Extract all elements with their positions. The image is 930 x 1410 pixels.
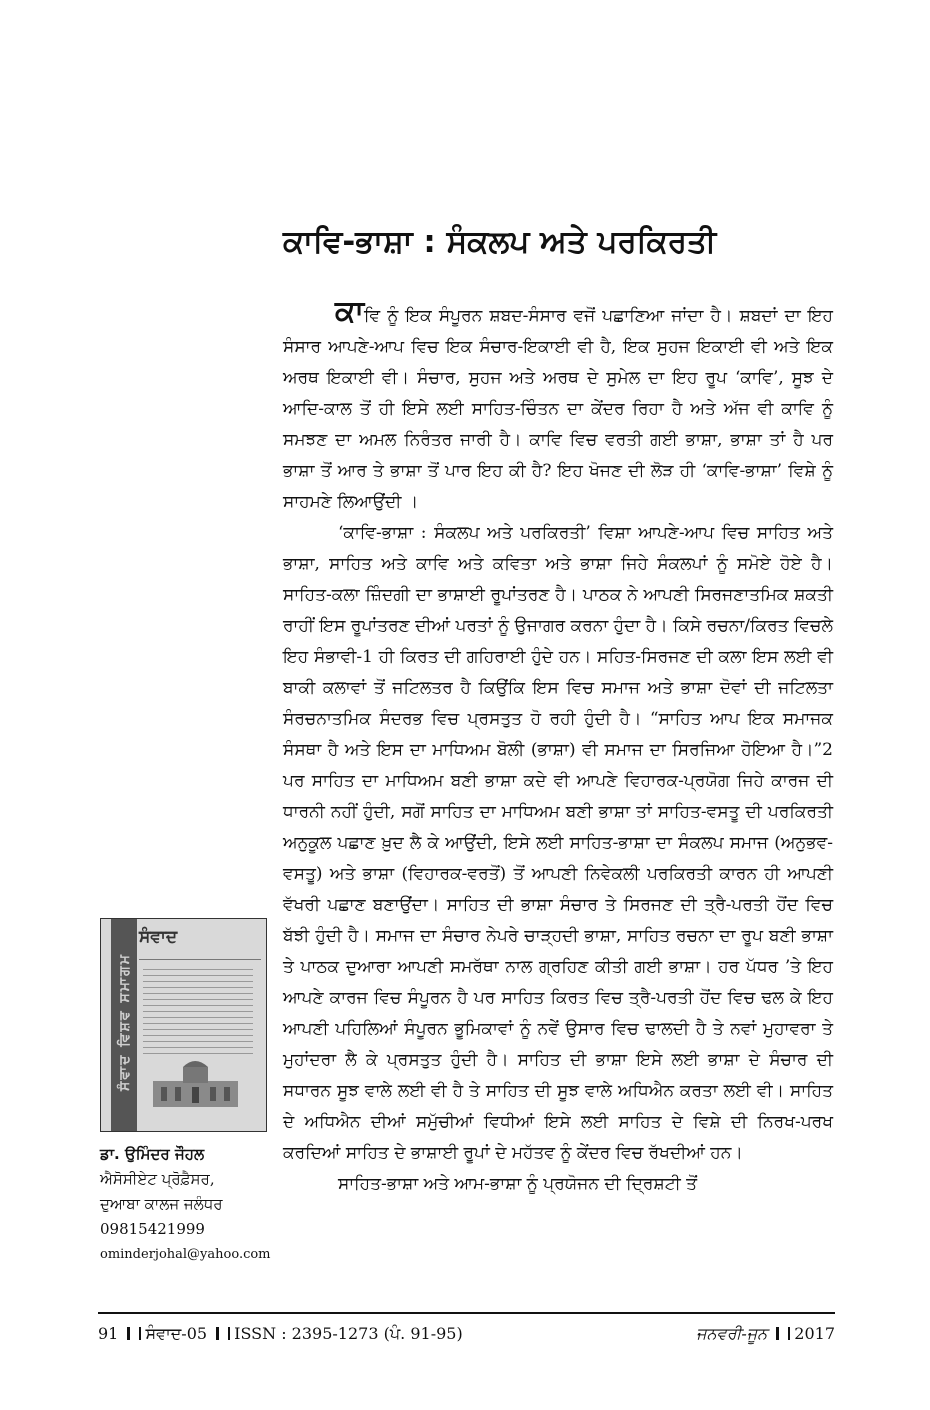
author-name: ਡਾ. ਉਮਿੰਦਰ ਜੌਹਲ: [100, 1145, 205, 1163]
building-illustration-icon: [143, 1059, 248, 1109]
footer-divider: [98, 1312, 835, 1314]
article-title: ਕਾਵਿ-ਭਾਸ਼ਾ : ਸੰਕਲਪ ਅਤੇ ਪਰਕਿਰਤੀ: [283, 224, 717, 260]
paragraph-1: [283, 294, 833, 518]
page-number: 91: [98, 1324, 119, 1343]
separator-icon: [216, 1327, 230, 1340]
paragraph-1-text: ਵਿ ਨੂੰ ਇਕ ਸੰਪੂਰਨ ਸ਼ਬਦ-ਸੰਸਾਰ ਵਜੋਂ ਪਛਾਣਿਆ ਜਾਂਦਾ ਹੈ। ਸ਼ਬਦਾਂ ਦਾ ਇਹ ਸੰਸਾਰ ਆਪਣੇ-ਆਪ ਵਿਚ ਇਕ ਸੰਚਾਰ-ਇਕਾਈ ਵੀ ਹੈ, ਇਕ ਸੁਹਜ ਇਕਾਈ ਵੀ ਅਤੇ ਇਕ ਅਰਥ ਇਕਾਈ ਵੀ। ਸੰਚਾਰ, ਸੁਹਜ ਅਤੇ ਅਰਥ ਦੇ ਸੁਮੇਲ ਦਾ ਇਹ ਰੂਪ ‘ਕਾਵਿ’, ਸੂਝ ਦੇ ਆਦਿ-ਕਾਲ ਤੋਂ ਹੀ ਇਸੇ ਲਈ ਸਾਹਿਤ-ਚਿੰਤਨ ਦਾ ਕੇਂਦਰ ਰਿਹਾ ਹੈ ਅਤੇ ਅੱਜ ਵੀ ਕਾਵਿ ਨੂੰ ਸਮਝਣ ਦਾ ਅਮਲ ਨਿਰੰਤਰ ਜਾਰੀ ਹੈ। ਕਾਵਿ ਵਿਚ ਵਰਤੀ ਗਈ ਭਾਸ਼ਾ, ਭਾਸ਼ਾ ਤਾਂ ਹੈ ਪਰ ਭਾਸ਼ਾ ਤੋਂ ਆਰ ਤੇ ਭਾਸ਼ਾ ਤੋਂ ਪਾਰ ਇਹ ਕੀ ਹੈ? ਇਹ ਖੋਜਣ ਦੀ ਲੋੜ ਹੀ ‘ਕਾਵਿ-ਭਾਸ਼ਾ’ ਵਿਸ਼ੇ ਨੂੰ ਸਾਹਮਣੇ ਲਿਆਉਂਦੀ ।: [283, 306, 833, 512]
footer-left: [98, 1322, 463, 1346]
article-body: [283, 294, 833, 1200]
paragraph-2: ‘ਕਾਵਿ-ਭਾਸ਼ਾ : ਸੰਕਲਪ ਅਤੇ ਪਰਕਿਰਤੀ’ ਵਿਸ਼ਾ ਆਪਣੇ-ਆਪ ਵਿਚ ਸਾਹਿਤ ਅਤੇ ਭਾਸ਼ਾ, ਸਾਹਿਤ ਅਤੇ ਕਾਵਿ ਅਤੇ ਕਵਿਤਾ ਅਤੇ ਭਾਸ਼ਾ ਜਿਹੇ ਸੰਕਲਪਾਂ ਨੂੰ ਸਮੋਏ ਹੋਏ ਹੈ। ਸਾਹਿਤ-ਕਲਾ ਜ਼ਿੰਦਗੀ ਦਾ ਭਾਸ਼ਾਈ ਰੂਪਾਂਤਰਣ ਹੈ। ਪਾਠਕ ਨੇ ਆਪਣੀ ਸਿਰਜਣਾਤਮਿਕ ਸ਼ਕਤੀ ਰਾਹੀਂ ਇਸ ਰੂਪਾਂਤਰਣ ਦੀਆਂ ਪਰਤਾਂ ਨੂੰ ਉਜਾਗਰ ਕਰਨਾ ਹੁੰਦਾ ਹੈ। ਕਿਸੇ ਰਚਨਾ/ਕਿਰਤ ਵਿਚਲੇ ਇਹ ਸੰਭਾਵੀ-1 ਹੀ ਕਿਰਤ ਦੀ ਗਹਿਰਾਈ ਹੁੰਦੇ ਹਨ। ਸਹਿਤ-ਸਿਰਜਣ ਦੀ ਕਲਾ ਇਸ ਲਈ ਵੀ ਬਾਕੀ ਕਲਾਵਾਂ ਤੋਂ ਜਟਿਲਤਰ ਹੈ ਕਿਉਂਕਿ ਇਸ ਵਿਚ ਸਮਾਜ ਅਤੇ ਭਾਸ਼ਾ ਦੋਵਾਂ ਦੀ ਜਟਿਲਤਾ ਸੰਰਚਨਾਤਮਿਕ ਸੰਦਰਭ ਵਿਚ ਪ੍ਰਸਤੁਤ ਹੋ ਰਹੀ ਹੁੰਦੀ ਹੈ। “ਸਾਹਿਤ ਆਪ ਇਕ ਸਮਾਜਕ ਸੰਸਥਾ ਹੈ ਅਤੇ ਇਸ ਦਾ ਮਾਧਿਅਮ ਬੋਲੀ (ਭਾਸ਼ਾ) ਵੀ ਸਮਾਜ ਦਾ ਸਿਰਜਿਆ ਹੋਇਆ ਹੈ।”2 ਪਰ ਸਾਹਿਤ ਦਾ ਮਾਧਿਅਮ ਬਣੀ ਭਾਸ਼ਾ ਕਦੇ ਵੀ ਆਪਣੇ ਵਿਹਾਰਕ-ਪ੍ਰਯੋਗ ਜਿਹੇ ਕਾਰਜ ਦੀ ਧਾਰਨੀ ਨਹੀਂ ਹੁੰਦੀ, ਸਗੋਂ ਸਾਹਿਤ ਦਾ ਮਾਧਿਅਮ ਬਣੀ ਭਾਸ਼ਾ ਤਾਂ ਸਾਹਿਤ-ਵਸਤੂ ਦੀ ਪਰਕਿਰਤੀ ਅਨੁਕੂਲ ਪਛਾਣ ਖ਼ੁਦ ਲੈ ਕੇ ਆਉਂਦੀ, ਇਸੇ ਲਈ ਸਾਹਿਤ-ਭਾਸ਼ਾ ਦਾ ਸੰਕਲਪ ਸਮਾਜ (ਅਨੁਭਵ-ਵਸਤੂ) ਅਤੇ ਭਾਸ਼ਾ (ਵਿਹਾਰਕ-ਵਰਤੋਂ) ਤੋਂ ਆਪਣੀ ਨਿਵੇਕਲੀ ਪਰਕਿਰਤੀ ਕਾਰਨ ਹੀ ਆਪਣੀ ਵੱਖਰੀ ਪਛਾਣ ਬਣਾਉਂਦਾ। ਸਾਹਿਤ ਦੀ ਭਾਸ਼ਾ ਸੰਚਾਰ ਤੇ ਸਿਰਜਣ ਦੀ ਤ੍ਰੈ-ਪਰਤੀ ਹੋਂਦ ਵਿਚ ਬੱਝੀ ਹੁੰਦੀ ਹੈ। ਸਮਾਜ ਦਾ ਸੰਚਾਰ ਨੇਪਰੇ ਚਾੜ੍ਹਦੀ ਭਾਸ਼ਾ, ਸਾਹਿਤ ਰਚਨਾ ਦਾ ਰੂਪ ਬਣੀ ਭਾਸ਼ਾ ਤੇ ਪਾਠਕ ਦੁਆਰਾ ਆਪਣੀ ਸਮਰੱਥਾ ਨਾਲ ਗ੍ਰਹਿਣ ਕੀਤੀ ਗਈ ਭਾਸ਼ਾ। ਹਰ ਪੱਧਰ ’ਤੇ ਇਹ ਆਪਣੇ ਕਾਰਜ ਵਿਚ ਸੰਪੂਰਨ ਹੈ ਪਰ ਸਾਹਿਤ ਕਿਰਤ ਵਿਚ ਤ੍ਰੈ-ਪਰਤੀ ਹੋਂਦ ਵਿਚ ਢਲ ਕੇ ਇਹ ਆਪਣੀ ਪਹਿਲਿਆਂ ਸੰਪੂਰਨ ਭੂਮਿਕਾਵਾਂ ਨੂੰ ਨਵੇਂ ਉਸਾਰ ਵਿਚ ਢਾਲਦੀ ਹੈ ਤੇ ਨਵਾਂ ਮੁਹਾਵਰਾ ਤੇ ਮੁਹਾਂਦਰਾ ਲੈ ਕੇ ਪ੍ਰਸਤੁਤ ਹੁੰਦੀ ਹੈ। ਸਾਹਿਤ ਦੀ ਭਾਸ਼ਾ ਇਸੇ ਲਈ ਭਾਸ਼ਾ ਦੇ ਸੰਚਾਰ ਦੀ ਸਧਾਰਨ ਸੂਝ ਵਾਲੇ ਲਈ ਵੀ ਹੈ ਤੇ ਸਾਹਿਤ ਦੀ ਸੂਝ ਵਾਲੇ ਅਧਿਐਨ ਕਰਤਾ ਲਈ ਵੀ। ਸਾਹਿਤ ਦੇ ਅਧਿਐਨ ਦੀਆਂ ਸਮੁੱਚੀਆਂ ਵਿਧੀਆਂ ਇਸੇ ਲਈ ਸਾਹਿਤ ਦੇ ਵਿਸ਼ੇ ਦੀ ਨਿਰਖ-ਪਰਖ ਕਰਦਿਆਂ ਸਾਹਿਤ ਦੇ ਭਾਸ਼ਾਈ ਰੂਪਾਂ ਦੇ ਮਹੱਤਵ ਨੂੰ ਕੇਂਦਰ ਵਿਚ ਰੱਖਦੀਆਂ ਹਨ।: [283, 523, 833, 1163]
page-footer: [98, 1322, 835, 1346]
author-info: [100, 1142, 275, 1267]
cover-title: ਸੰਵਾਦ: [139, 927, 178, 947]
publication-period: ਜਨਵਰੀ-ਜੂਨ: [696, 1324, 768, 1343]
journal-issue: ਸੰਵਾਦ-05: [145, 1324, 208, 1343]
footer-right: [696, 1322, 835, 1346]
separator-icon: [127, 1327, 141, 1340]
issn-info: ISSN : 2395-1273 (ਪੰ. 91-95): [234, 1324, 463, 1343]
author-email[interactable]: ominderjohal@yahoo.com: [100, 1247, 271, 1262]
separator-icon: [776, 1327, 790, 1340]
journal-cover-image: [100, 918, 267, 1132]
drop-cap: ਕਾ: [335, 294, 365, 329]
cover-header: [139, 927, 261, 960]
publication-year: 2017: [794, 1324, 835, 1343]
cover-spine: [111, 919, 137, 1131]
author-designation: ਐਸੋਸੀਏਟ ਪ੍ਰੋਫ਼ੈਸਰ,: [100, 1170, 215, 1188]
author-phone: 09815421999: [100, 1220, 205, 1238]
paragraph-3: ਸਾਹਿਤ-ਭਾਸ਼ਾ ਅਤੇ ਆਮ-ਭਾਸ਼ਾ ਨੂੰ ਪ੍ਰਯੋਜਨ ਦੀ ਦ੍ਰਿਸ਼ਟੀ ਤੋਂ: [338, 1174, 698, 1194]
cover-spine-text: ਸੰਵਾਦ ਵਿਸ਼ਵ ਸਮਾਗਮ: [117, 953, 133, 1091]
author-college: ਦੁਆਬਾ ਕਾਲਜ ਜਲੰਧਰ: [100, 1195, 223, 1213]
cover-contents-list: [143, 969, 253, 1059]
